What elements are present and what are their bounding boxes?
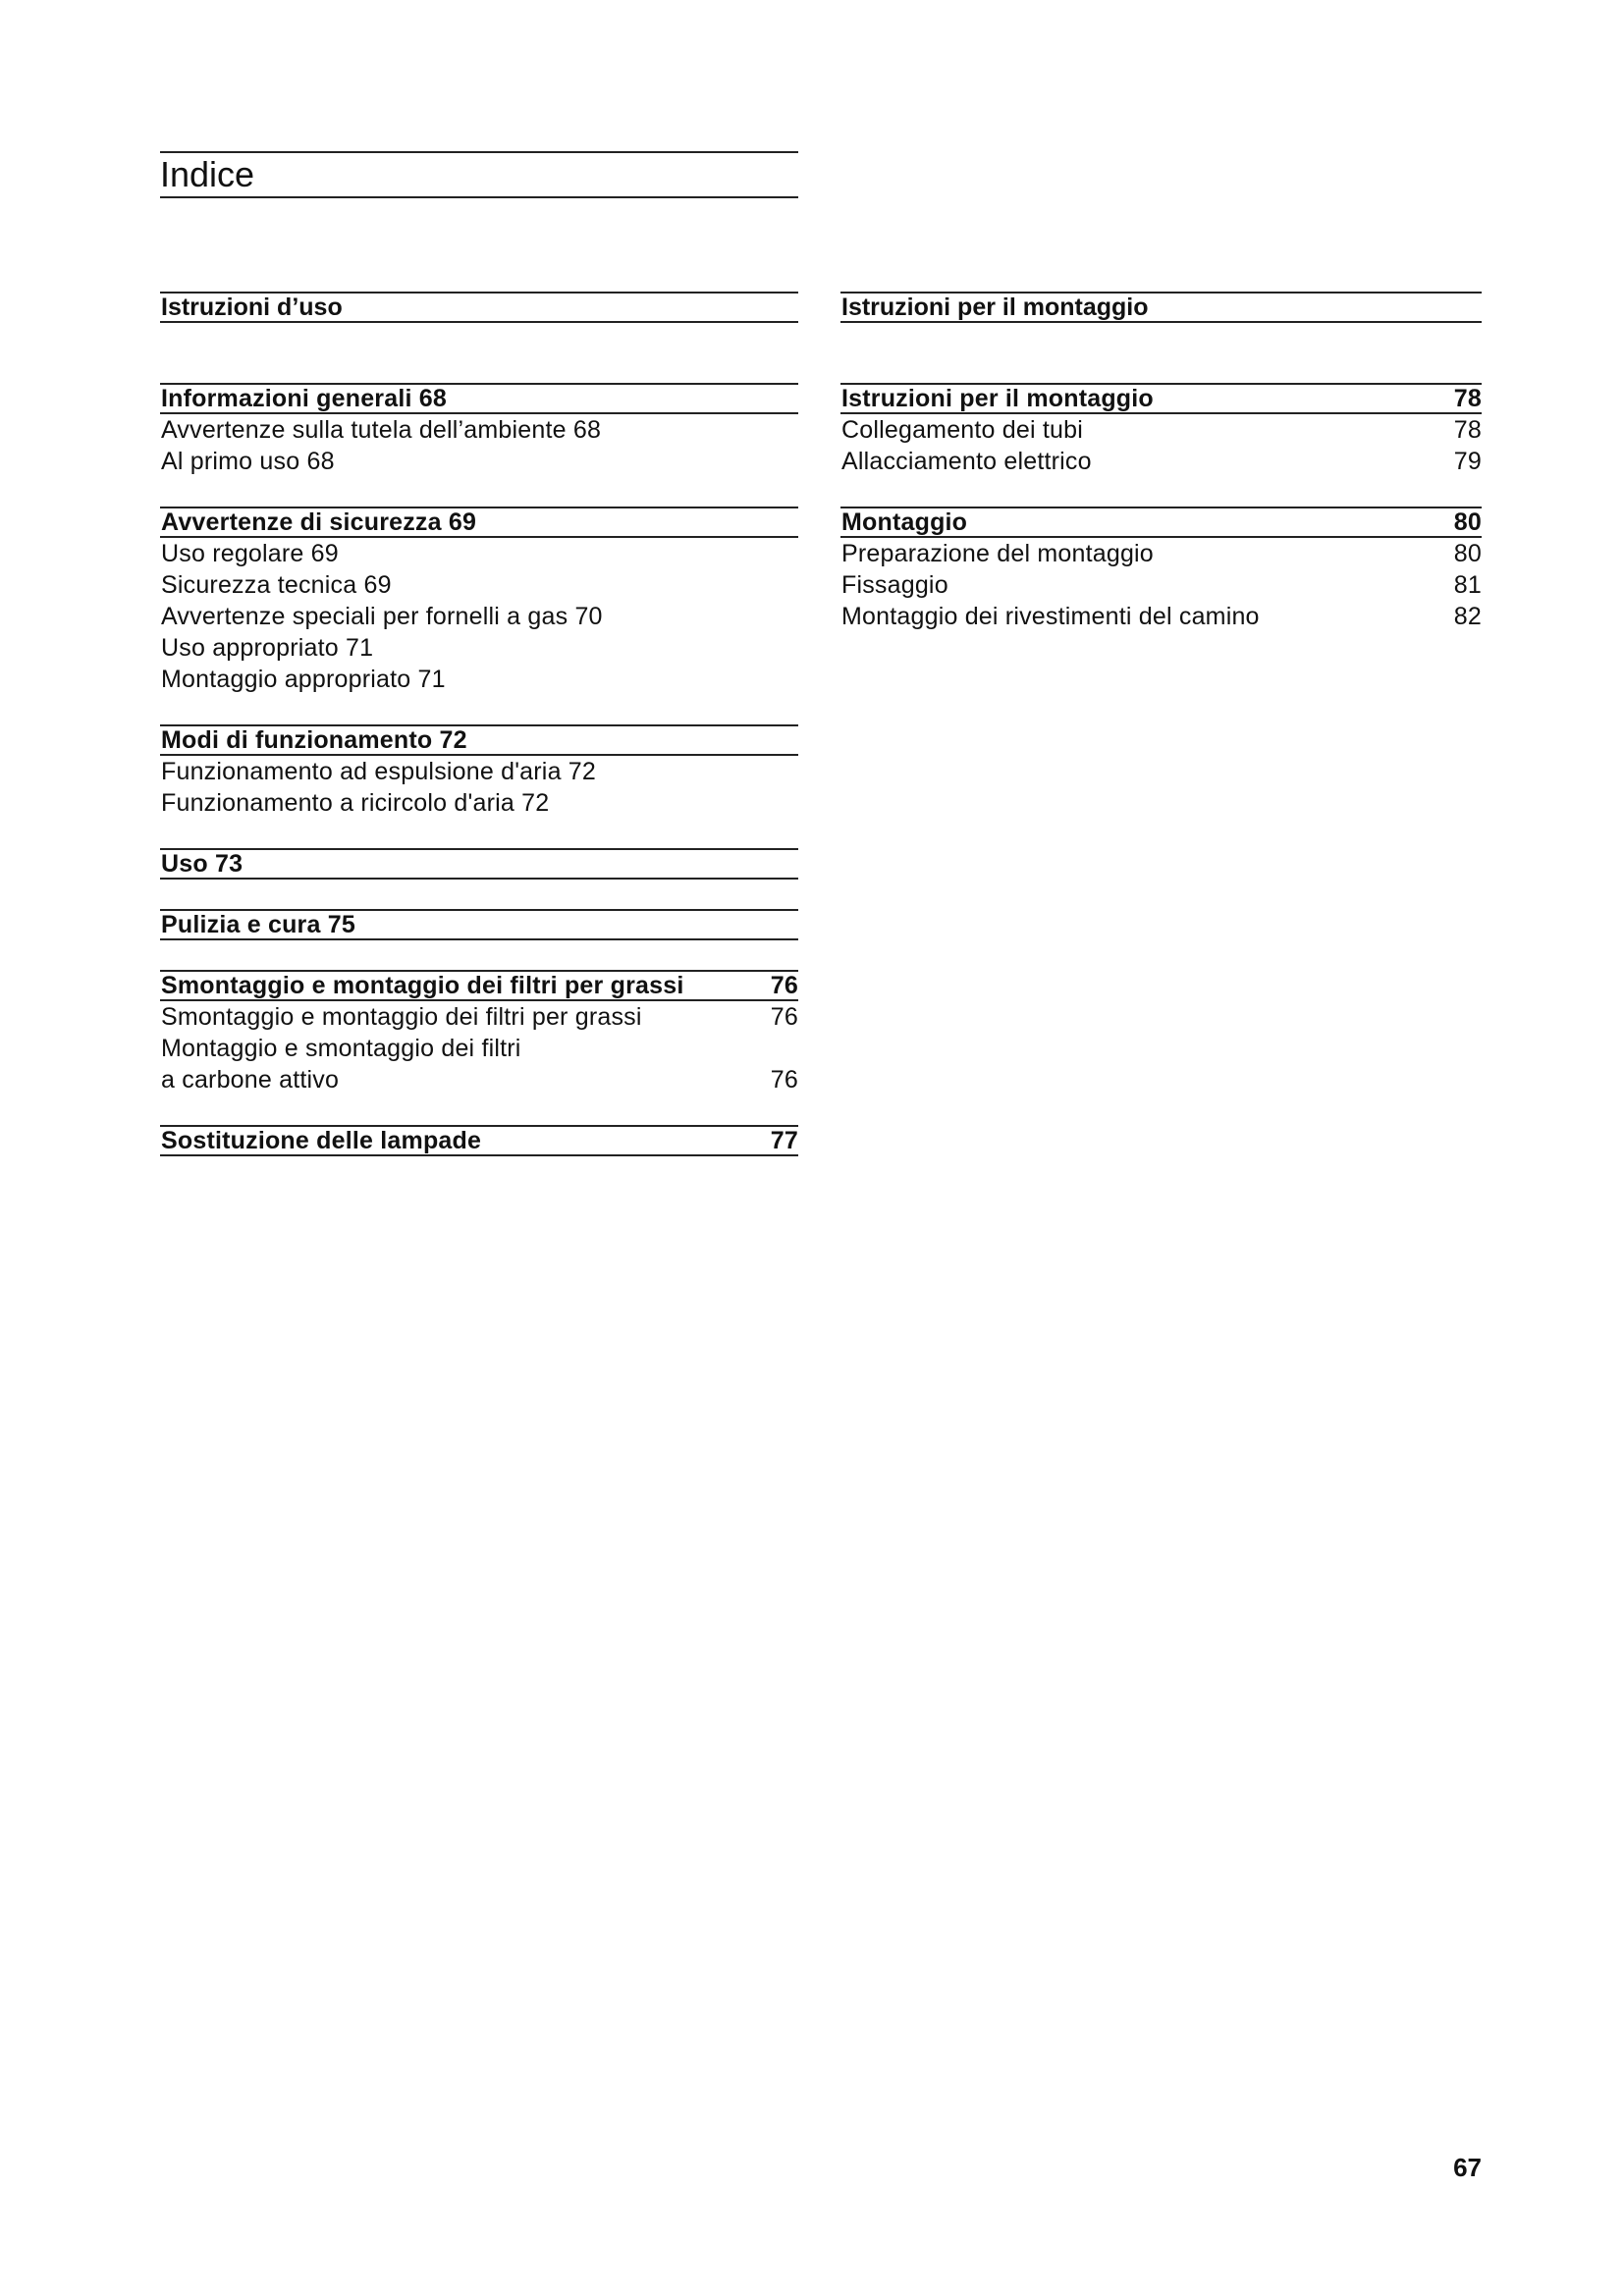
page-title-text: Indice [160,154,255,194]
toc-section-title-text: Informazioni generali 68 [161,385,447,412]
column-header-installation: Istruzioni per il montaggio [840,292,1482,323]
toc-entry-page-number: 82 [1453,603,1482,630]
toc-entry-text: Funzionamento ad espulsione d'aria 72 [161,758,597,785]
toc-entry[interactable] [160,1001,798,1033]
toc-section [160,1125,798,1156]
toc-entry[interactable] [160,787,798,819]
toc-entry[interactable] [160,756,798,787]
toc-section-title-text: Sostituzione delle lampade [161,1127,482,1154]
toc-section [840,383,1482,477]
toc-entry[interactable] [840,446,1482,477]
toc-entry-text: Funzionamento a ricircolo d'aria 72 [161,789,550,817]
toc-entry-page-number: 76 [770,1066,798,1094]
toc-section-title-text: Avvertenze di sicurezza 69 [161,508,477,536]
toc-entry[interactable] [840,569,1482,601]
toc-section-title-text: Smontaggio e montaggio dei filtri per grassi [161,972,684,999]
toc-entry-text: Smontaggio e montaggio dei filtri per grassi [161,1003,642,1031]
toc-entry[interactable] [160,446,798,477]
toc-section-title-text: Montaggio [841,508,968,536]
toc-section [160,909,798,940]
toc-entry-text: Al primo uso 68 [161,448,335,475]
toc-entry[interactable] [160,538,798,569]
toc-section-page-number: 78 [1453,385,1482,412]
toc-entry-text: Collegamento dei tubi [841,416,1084,444]
toc-entry[interactable] [160,1033,798,1064]
toc-section-title[interactable] [840,507,1482,538]
toc-section-page-number: 77 [770,1127,798,1154]
toc-section [160,507,798,695]
toc-section-title-text: Istruzioni per il montaggio [841,385,1154,412]
toc-column-usage [160,292,798,1186]
toc-entry-text: Fissaggio [841,571,948,599]
toc-entry[interactable] [160,1064,798,1095]
toc-section [160,724,798,819]
page-number: 67 [1453,2153,1482,2182]
toc-entry-text: Allacciamento elettrico [841,448,1092,475]
toc-section-title[interactable] [160,507,798,538]
toc-section [840,507,1482,632]
toc-entry[interactable] [160,664,798,695]
page-title [160,151,798,198]
toc-entry-text: Preparazione del montaggio [841,540,1154,567]
toc-section [160,970,798,1095]
toc-section-title[interactable] [160,848,798,880]
column-header-usage: Istruzioni d’uso [160,292,798,323]
toc-section [160,383,798,477]
toc-entry-text: Uso regolare 69 [161,540,339,567]
toc-entry-text: Montaggio appropriato 71 [161,666,446,693]
toc-entry[interactable] [840,538,1482,569]
toc-entry[interactable] [160,601,798,632]
toc-section-title-text: Pulizia e cura 75 [161,911,355,938]
toc-entry[interactable] [160,414,798,446]
toc-entry-page-number: 81 [1453,571,1482,599]
toc-entry-page-number: 78 [1453,416,1482,444]
toc-section-title-text: Uso 73 [161,850,244,878]
toc-entry-text: Montaggio dei rivestimenti del camino [841,603,1260,630]
toc-entry[interactable] [160,569,798,601]
toc-section-page-number: 80 [1453,508,1482,536]
toc-entry-text: Sicurezza tecnica 69 [161,571,392,599]
toc-entry-text: Avvertenze sulla tutela dell’ambiente 68 [161,416,602,444]
toc-entry-page-number: 76 [770,1003,798,1031]
toc-section [160,848,798,880]
toc-entry-page-number: 80 [1453,540,1482,567]
toc-section-title[interactable] [160,383,798,414]
toc-entry[interactable] [840,601,1482,632]
toc-entry[interactable] [840,414,1482,446]
toc-section-title-text: Modi di funzionamento 72 [161,726,467,754]
toc-entry-text: Montaggio e smontaggio dei filtri [161,1035,521,1062]
toc-section-title[interactable] [160,909,798,940]
toc-section-title[interactable] [160,724,798,756]
toc-section-page-number: 76 [770,972,798,999]
toc-entry[interactable] [160,632,798,664]
toc-entry-page-number: 79 [1453,448,1482,475]
toc-section-title[interactable] [160,1125,798,1156]
toc-column-installation [840,292,1482,662]
toc-section-title[interactable] [160,970,798,1001]
toc-entry-text: Avvertenze speciali per fornelli a gas 70 [161,603,603,630]
toc-entry-text: Uso appropriato 71 [161,634,374,662]
toc-section-title[interactable] [840,383,1482,414]
toc-entry-text: a carbone attivo [161,1066,340,1094]
